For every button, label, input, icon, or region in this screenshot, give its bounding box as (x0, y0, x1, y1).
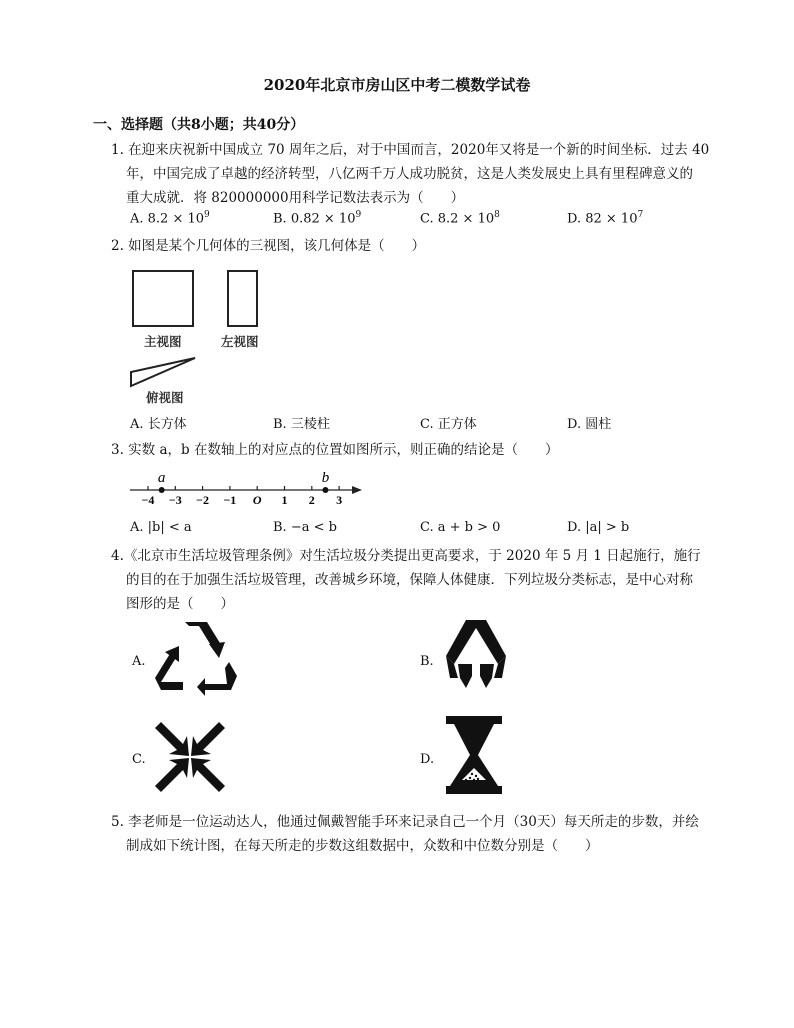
number-line-tick-label: −4 (141, 493, 155, 507)
number-line-tick-label: −3 (168, 493, 182, 507)
q3-line1: 3. 实数 a，b 在数轴上的对应点的位置如图所示，则正确的结论是（ ） (111, 442, 559, 458)
number-line-tick-label: O (252, 493, 262, 507)
q1-option-a[interactable] (130, 210, 210, 226)
q2-option-a[interactable]: A. 长方体 (130, 417, 187, 432)
q2-option-c[interactable]: C. 正方体 (420, 417, 477, 432)
hourglass-icon[interactable] (444, 716, 504, 794)
left-view-caption: 左视图 (221, 334, 259, 349)
q2-line1: 2. 如图是某个几何体的三视图，该几何体是（ ） (111, 238, 426, 254)
q3-option-d[interactable]: D. |a| > b (567, 520, 630, 535)
left-view-rectangle (227, 270, 258, 327)
recycle-triangle-icon[interactable] (155, 622, 237, 694)
number-line-tick-label: −1 (223, 493, 237, 507)
front-view-caption: 主视图 (144, 334, 182, 349)
number-line (128, 466, 368, 510)
inward-arrows-x-icon[interactable] (153, 722, 227, 792)
q3-option-b[interactable]: B. −a < b (273, 520, 337, 535)
q4-option-b-label[interactable]: B. (420, 654, 434, 669)
q5-line1: 5. 李老师是一位运动达人，他通过佩戴智能手环来记录自己一个月（30天）每天所走的步数，并绘 (111, 814, 699, 830)
q1-line1: 1. 在迎来庆祝新中国成立 70 周年之后，对于中国而言，2020年又将是一个新的时间坐标．过去 40 (111, 142, 710, 158)
top-view-caption: 俯视图 (146, 390, 184, 405)
point-a-label: a (157, 470, 166, 486)
number-line-tick-label: −2 (196, 493, 210, 507)
q1-option-c-exp: 8 (494, 210, 500, 220)
q1-line2: 年，中国完成了卓越的经济转型，八亿两千万人成功脱贫，这是人类发展史上具有里程碑意义的 (126, 166, 693, 182)
q2-option-b[interactable]: B. 三棱柱 (273, 417, 330, 432)
q5-line2: 制成如下统计图，在每天所走的步数这组数据中，众数和中位数分别是（ ） (126, 838, 599, 854)
q2-option-d[interactable]: D. 圆柱 (567, 417, 612, 432)
q1-option-b-exp: 9 (355, 210, 362, 220)
number-line-tick-label: 3 (336, 493, 343, 507)
q4-line2: 的目的在于加强生活垃圾管理，改善城乡环境，保障人体健康．下列垃圾分类标志，是中心对称 (126, 572, 693, 588)
q4-option-a-label[interactable]: A. (132, 654, 146, 669)
arrow-tree-icon[interactable] (444, 618, 508, 694)
q3-option-a[interactable]: A. |b| < a (130, 520, 192, 535)
q1-option-d-exp: 7 (637, 210, 644, 220)
point-b-label: b (321, 470, 330, 486)
q1-line3: 重大成就．将 820000000用科学记数法表示为（ ） (126, 190, 465, 206)
point-a (159, 487, 165, 493)
q4-line1: 4.《北京市生活垃圾管理条例》对生活垃圾分类提出更高要求，于 2020 年 5 月 1 日起施行，施行 (111, 548, 701, 564)
top-view-triangle (128, 355, 200, 389)
q1-option-c[interactable] (420, 210, 500, 226)
q1-option-a-text: A. 8.2 × 10 (130, 211, 205, 227)
q1-option-b[interactable] (273, 210, 361, 226)
q1-option-b-text: B. 0.82 × 10 (273, 211, 356, 227)
q1-option-d[interactable] (567, 210, 643, 226)
q1-option-a-exp: 9 (204, 210, 210, 220)
section-heading: 一、选择题（共8小题；共40分） (93, 117, 305, 133)
q1-option-d-text: D. 82 × 10 (567, 211, 638, 227)
q4-option-d-label[interactable]: D. (420, 752, 435, 767)
front-view-square (132, 270, 194, 327)
q4-line3: 图形的是（ ） (126, 596, 234, 612)
page-title: 2020年北京市房山区中考二模数学试卷 (263, 76, 531, 94)
q4-option-c-label[interactable]: C. (132, 752, 146, 767)
q1-option-c-text: C. 8.2 × 10 (420, 211, 495, 227)
number-line-tick-label: 1 (281, 493, 288, 507)
point-b (322, 487, 328, 493)
number-line-tick-label: 2 (308, 493, 315, 507)
q3-option-c[interactable]: C. a + b > 0 (420, 520, 501, 535)
